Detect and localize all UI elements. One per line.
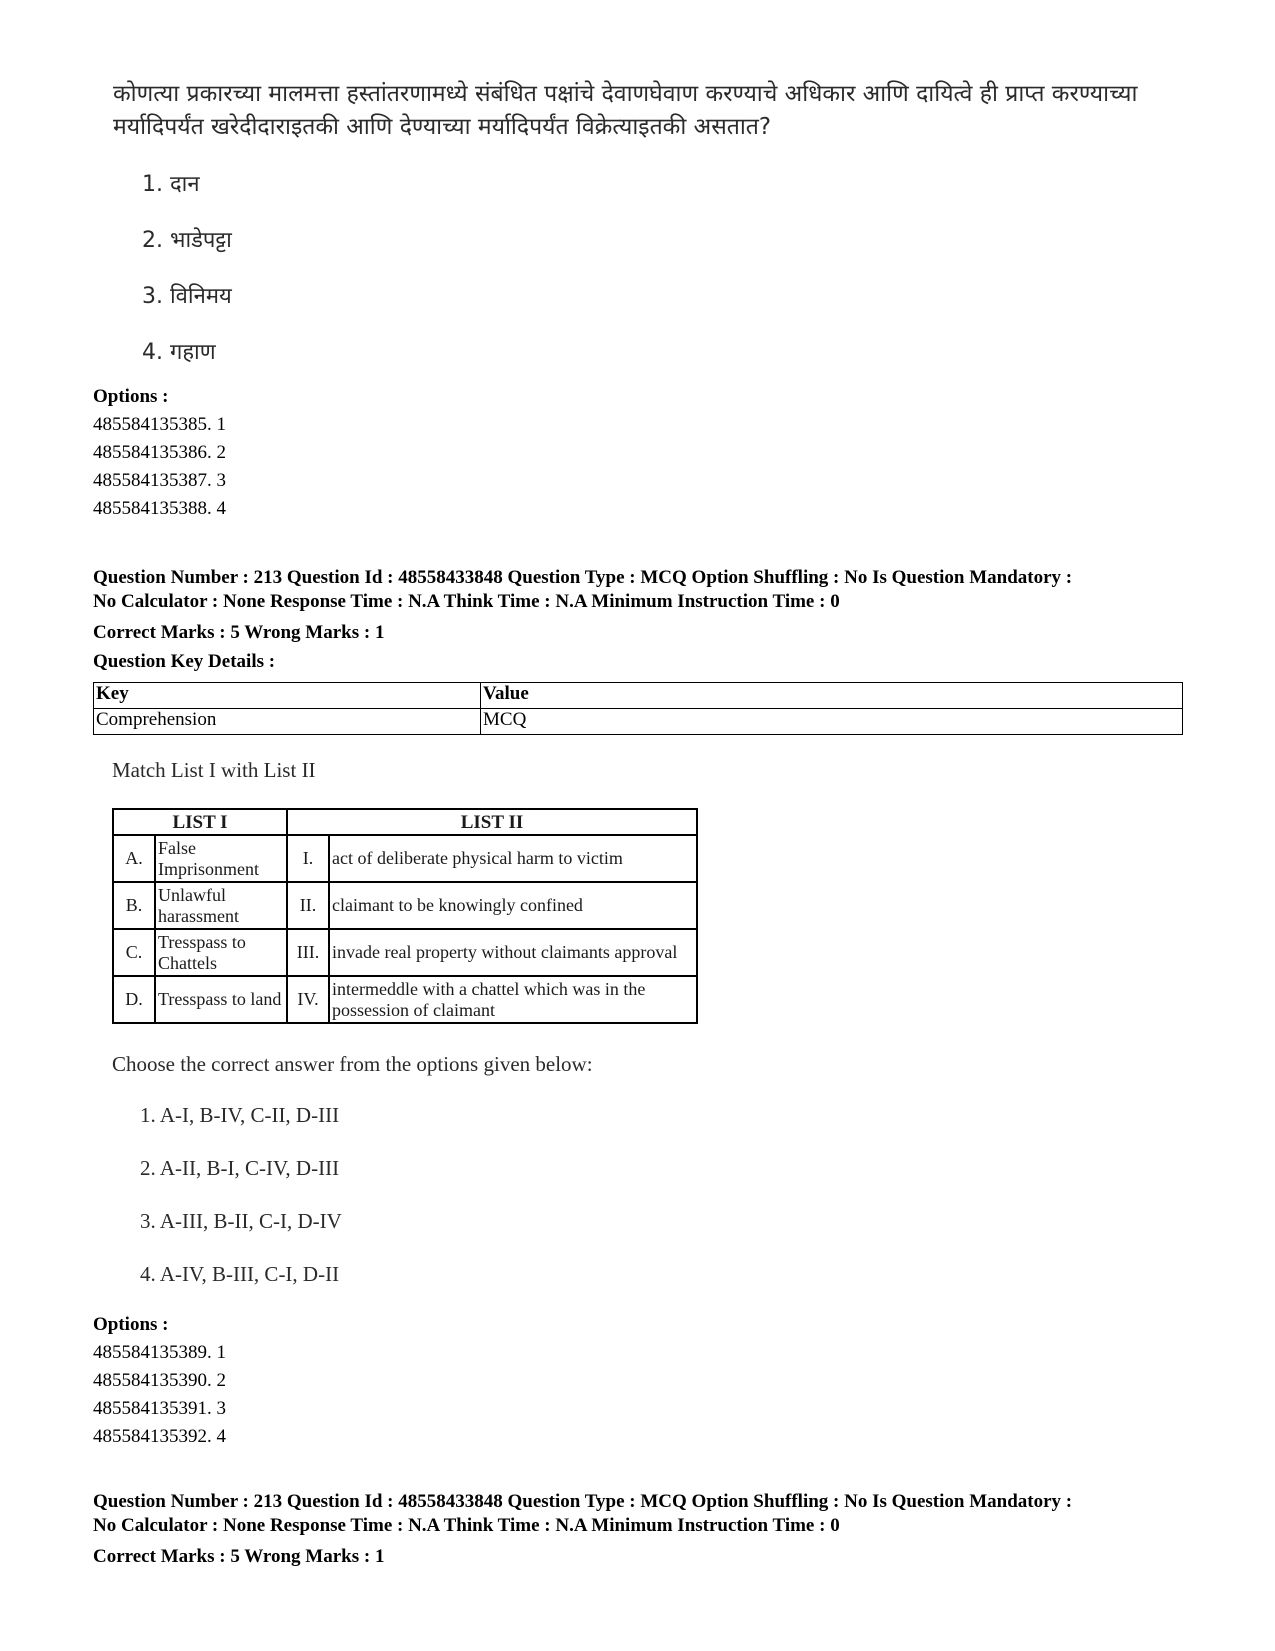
- choice-1: 1. दान: [142, 172, 200, 197]
- question-instruction: Match List I with List II: [112, 758, 316, 782]
- option-id: 485584135392. 4: [93, 1426, 226, 1447]
- list-i-letter: C.: [113, 929, 155, 976]
- choice-3: 3. विनिमय: [142, 284, 232, 309]
- key-cell: Comprehension: [94, 709, 481, 735]
- table-row: [113, 882, 697, 929]
- option-id: 485584135385. 1: [93, 414, 226, 435]
- table-row: [113, 976, 697, 1023]
- list-ii-item: claimant to be knowingly confined: [329, 882, 697, 929]
- list-ii-header: LIST II: [287, 809, 697, 835]
- question-meta-line: No Calculator : None Response Time : N.A Think Time : N.A Minimum Instruction Time : 0: [93, 591, 840, 612]
- list-ii-item: invade real property without claimants approval: [329, 929, 697, 976]
- table-row: [113, 929, 697, 976]
- match-list-table: [112, 808, 698, 1024]
- key-header: Key: [94, 683, 481, 709]
- value-header: Value: [481, 683, 1183, 709]
- choice-3: 3. A-III, B-II, C-I, D-IV: [140, 1209, 342, 1233]
- key-details-label: Question Key Details :: [93, 651, 276, 672]
- key-table: [93, 682, 1183, 735]
- table-row: [113, 835, 697, 882]
- option-id: 485584135387. 3: [93, 470, 226, 491]
- list-ii-numeral: I.: [287, 835, 329, 882]
- choice-2: 2. भाडेपट्टा: [142, 228, 232, 253]
- option-id: 485584135389. 1: [93, 1342, 226, 1363]
- list-i-header: LIST I: [113, 809, 287, 835]
- choice-1: 1. A-I, B-IV, C-II, D-III: [140, 1103, 340, 1127]
- list-i-letter: A.: [113, 835, 155, 882]
- question-meta: [93, 566, 1193, 614]
- list-ii-item: act of deliberate physical harm to victim: [329, 835, 697, 882]
- question-text-marathi: कोणत्या प्रकारच्या मालमत्ता हस्तांतरणामध्ये संबंधित पक्षांचे देवाणघेवाण करण्याचे अधिकार आणि दायित्वे ही प्राप्त करण्याच्या मर्यादिपर्यंत खरेदीदाराइतकी आणि देण्याच्या मर्यादिपर्यंत विक्रेत्याइतकी असतात?: [113, 81, 1138, 140]
- option-id: 485584135390. 2: [93, 1370, 226, 1391]
- marks-line: Correct Marks : 5 Wrong Marks : 1: [93, 622, 385, 643]
- list-i-item: Unlawful harassment: [155, 882, 287, 929]
- question-meta: [93, 1490, 1193, 1538]
- choice-4: 4. A-IV, B-III, C-I, D-II: [140, 1262, 340, 1286]
- option-id: 485584135386. 2: [93, 442, 226, 463]
- question-meta-line: Question Number : 213 Question Id : 48558433848 Question Type : MCQ Option Shuffling : No Is Question Mandatory :: [93, 567, 1073, 588]
- choose-instruction: Choose the correct answer from the options given below:: [112, 1052, 593, 1076]
- options-label: Options :: [93, 386, 169, 407]
- option-id: 485584135391. 3: [93, 1398, 226, 1419]
- list-i-letter: D.: [113, 976, 155, 1023]
- match-list-header: [113, 809, 697, 835]
- marks-line: Correct Marks : 5 Wrong Marks : 1: [93, 1546, 385, 1567]
- list-ii-item: intermeddle with a chattel which was in the possession of claimant: [329, 976, 697, 1023]
- options-label: Options :: [93, 1314, 169, 1335]
- list-i-item: Tresspass to Chattels: [155, 929, 287, 976]
- question-meta-line: Question Number : 213 Question Id : 48558433848 Question Type : MCQ Option Shuffling : No Is Question Mandatory :: [93, 1491, 1073, 1512]
- list-ii-numeral: III.: [287, 929, 329, 976]
- question-meta-line: No Calculator : None Response Time : N.A Think Time : N.A Minimum Instruction Time : 0: [93, 1515, 840, 1536]
- value-cell: MCQ: [481, 709, 1183, 735]
- option-id: 485584135388. 4: [93, 498, 226, 519]
- list-i-item: False Imprisonment: [155, 835, 287, 882]
- list-i-item: Tresspass to land: [155, 976, 287, 1023]
- choice-4: 4. गहाण: [142, 340, 216, 365]
- key-table-header: [94, 683, 1183, 709]
- list-ii-numeral: II.: [287, 882, 329, 929]
- list-ii-numeral: IV.: [287, 976, 329, 1023]
- choice-2: 2. A-II, B-I, C-IV, D-III: [140, 1156, 340, 1180]
- list-i-letter: B.: [113, 882, 155, 929]
- table-row: [94, 709, 1183, 735]
